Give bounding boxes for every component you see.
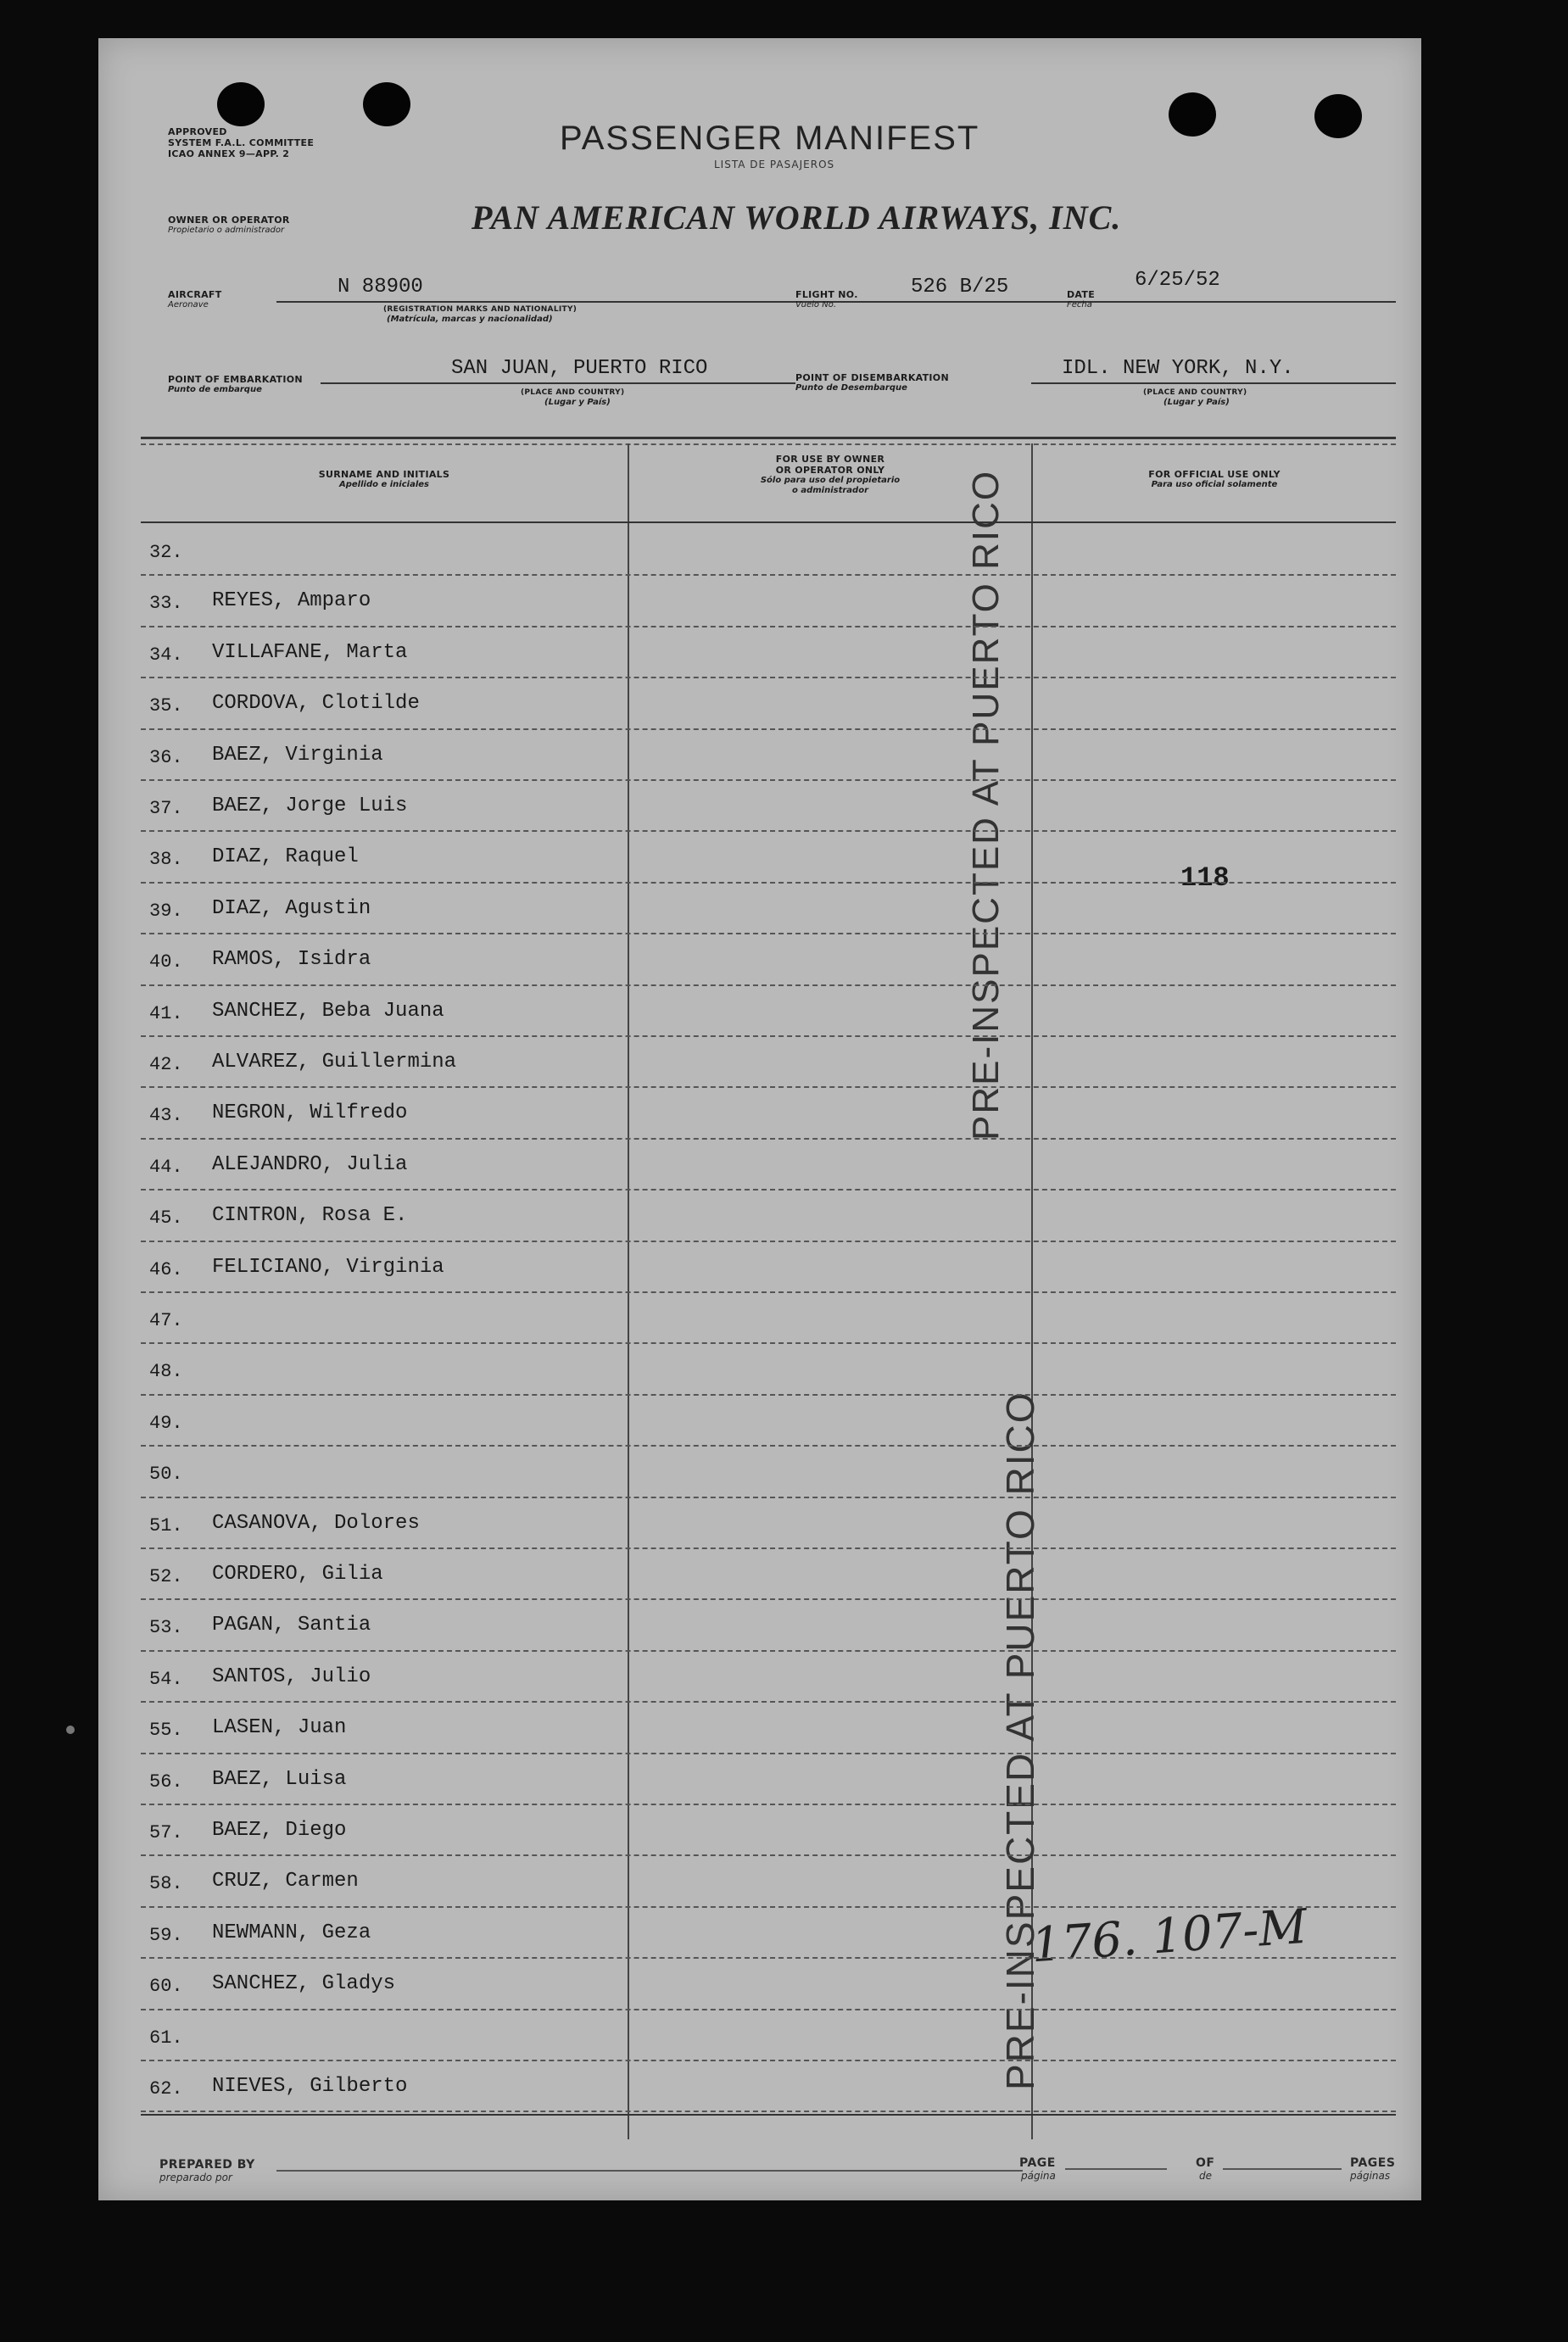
row-rule bbox=[141, 1035, 1396, 1037]
row-rule bbox=[141, 830, 1396, 832]
page-subtitle: LISTA DE PASAJEROS bbox=[714, 159, 835, 170]
row-rule bbox=[141, 1650, 1396, 1652]
pre-inspected-stamp-1: PRE-INSPECTED AT PUERTO RICO bbox=[965, 469, 1007, 1140]
table-top-rule bbox=[141, 437, 1396, 439]
embark-label-es: Punto de embarque bbox=[168, 385, 262, 394]
manifest-sheet bbox=[98, 38, 1421, 2200]
embark-underline bbox=[321, 382, 795, 384]
passenger-name: RAMOS, Isidra bbox=[212, 948, 371, 972]
disembark-label-es: Punto de Desembarque bbox=[795, 383, 907, 393]
registration-note-es: (Matrícula, marcas y nacionalidad) bbox=[387, 315, 553, 324]
passenger-name: NIEVES, Gilberto bbox=[212, 2075, 408, 2098]
passenger-name: REYES, Amparo bbox=[212, 589, 371, 613]
row-number: 40. bbox=[149, 951, 183, 973]
pages-label-es: páginas bbox=[1350, 2170, 1391, 2182]
page-title: PASSENGER MANIFEST bbox=[560, 120, 980, 157]
margin-mark bbox=[66, 1726, 75, 1734]
date-underline bbox=[1108, 301, 1396, 303]
prepared-label: PREPARED BY bbox=[159, 2158, 255, 2172]
row-number: 38. bbox=[149, 849, 183, 871]
place-note-disembark: (PLACE AND COUNTRY) bbox=[1143, 388, 1247, 397]
row-number: 39. bbox=[149, 900, 183, 922]
page-label: PAGE bbox=[1019, 2156, 1056, 2170]
row-number: 56. bbox=[149, 1770, 183, 1793]
row-rule bbox=[141, 1547, 1396, 1549]
table-top-rule-2 bbox=[141, 443, 1396, 445]
passenger-name: CORDOVA, Clotilde bbox=[212, 692, 420, 716]
handwritten-note: 176. 107-M bbox=[1030, 1899, 1309, 1974]
header-bottom-rule bbox=[141, 521, 1396, 523]
row-rule bbox=[141, 779, 1396, 781]
row-number: 54. bbox=[149, 1668, 183, 1690]
owner-head-es: Sólo para uso del propietario bbox=[760, 476, 901, 485]
disembark-underline bbox=[1031, 382, 1396, 384]
row-rule bbox=[141, 1906, 1396, 1908]
row-rule bbox=[141, 1957, 1396, 1959]
owner-head-es: o administrador bbox=[791, 486, 869, 495]
aircraft-value: N 88900 bbox=[338, 276, 423, 298]
aircraft-underline bbox=[276, 301, 882, 303]
row-rule bbox=[141, 1241, 1396, 1242]
row-rule bbox=[141, 1497, 1396, 1498]
embark-value: SAN JUAN, PUERTO RICO bbox=[451, 357, 708, 380]
punch-hole-left-1 bbox=[217, 82, 265, 126]
page-underline bbox=[1065, 2168, 1167, 2170]
row-rule bbox=[141, 984, 1396, 986]
approved-line: APPROVED bbox=[168, 126, 227, 137]
row-number: 41. bbox=[149, 1002, 183, 1024]
row-rule bbox=[141, 1086, 1396, 1088]
flight-label: FLIGHT NO. bbox=[795, 289, 858, 300]
row-rule bbox=[141, 1701, 1396, 1703]
prepared-label-es: preparado por bbox=[159, 2172, 232, 2183]
row-rule bbox=[141, 1342, 1396, 1344]
owner-label-es: Propietario o administrador bbox=[168, 226, 285, 235]
row-number: 59. bbox=[149, 1924, 183, 1946]
passenger-name: VILLAFANE, Marta bbox=[212, 640, 408, 664]
page-label-es: página bbox=[1021, 2170, 1056, 2182]
passenger-name: PAGAN, Santia bbox=[212, 1614, 371, 1637]
aircraft-label-es: Aeronave bbox=[168, 300, 209, 309]
of-label-es: de bbox=[1199, 2170, 1212, 2182]
row-number: 47. bbox=[149, 1310, 183, 1331]
row-number: 35. bbox=[149, 695, 183, 717]
passenger-name: SANCHEZ, Gladys bbox=[212, 1972, 396, 1996]
passenger-name: DIAZ, Agustin bbox=[212, 896, 371, 920]
disembark-label: POINT OF DISEMBARKATION bbox=[795, 372, 949, 383]
approved-line: SYSTEM F.A.L. COMMITTEE bbox=[168, 137, 315, 148]
row-number: 48. bbox=[149, 1361, 183, 1383]
passenger-name: FELICIANO, Virginia bbox=[212, 1255, 444, 1279]
row-number: 55. bbox=[149, 1720, 183, 1742]
place-note-embark: (PLACE AND COUNTRY) bbox=[521, 388, 625, 397]
passenger-name: BAEZ, Jorge Luis bbox=[212, 795, 408, 817]
date-label: DATE bbox=[1067, 289, 1096, 300]
flight-value: 526 B/25 bbox=[911, 276, 1009, 298]
place-note-embark-es: (Lugar y País) bbox=[544, 398, 611, 407]
passenger-name: BAEZ, Virginia bbox=[212, 743, 383, 767]
passenger-name: BAEZ, Diego bbox=[212, 1819, 347, 1842]
official-head-es: Para uso oficial solamente bbox=[1151, 480, 1278, 489]
embark-label: POINT OF EMBARKATION bbox=[168, 374, 303, 385]
punch-hole-right-2 bbox=[1314, 94, 1362, 138]
name-head: SURNAME AND INITIALS bbox=[318, 469, 450, 480]
place-note-disembark-es: (Lugar y País) bbox=[1163, 398, 1230, 407]
punch-hole-right-1 bbox=[1169, 92, 1216, 137]
passenger-name: CINTRON, Rosa E. bbox=[212, 1204, 408, 1228]
row-number: 50. bbox=[149, 1464, 183, 1486]
name-head-es: Apellido e iniciales bbox=[339, 480, 429, 489]
footer-rule bbox=[141, 2114, 1396, 2116]
row-number: 51. bbox=[149, 1514, 183, 1536]
pages-label: PAGES bbox=[1350, 2156, 1396, 2170]
date-label-es: Fecha bbox=[1067, 300, 1092, 309]
row-number: 44. bbox=[149, 1156, 183, 1178]
passenger-name: CORDERO, Gilia bbox=[212, 1563, 383, 1586]
row-number: 33. bbox=[149, 593, 183, 615]
passenger-name: NEWMANN, Geza bbox=[212, 1921, 371, 1944]
row-rule bbox=[141, 933, 1396, 934]
official-number: 118 bbox=[1180, 862, 1230, 894]
row-number: 32. bbox=[149, 542, 183, 563]
of-underline bbox=[1223, 2168, 1342, 2170]
prepared-underline bbox=[276, 2170, 1023, 2172]
row-rule bbox=[141, 1189, 1396, 1191]
passenger-name: ALVAREZ, Guillermina bbox=[212, 1051, 457, 1073]
disembark-value: IDL. NEW YORK, N.Y. bbox=[1062, 357, 1294, 380]
of-label: OF bbox=[1196, 2156, 1215, 2170]
row-rule bbox=[141, 574, 1396, 576]
approved-block bbox=[168, 126, 314, 159]
row-number: 43. bbox=[149, 1105, 183, 1127]
row-number: 62. bbox=[149, 2078, 183, 2099]
passenger-name: SANCHEZ, Beba Juana bbox=[212, 999, 444, 1023]
row-rule bbox=[141, 2111, 1396, 2112]
official-head: FOR OFFICIAL USE ONLY bbox=[1148, 469, 1281, 480]
row-number: 57. bbox=[149, 1822, 183, 1843]
row-number: 42. bbox=[149, 1054, 183, 1075]
pre-inspected-stamp-2: PRE-INSPECTED AT PUERTO RICO bbox=[998, 1391, 1042, 2090]
row-rule bbox=[141, 1138, 1396, 1140]
row-rule bbox=[141, 1854, 1396, 1856]
row-number: 61. bbox=[149, 2027, 183, 2049]
row-rule bbox=[141, 728, 1396, 730]
passenger-name: CRUZ, Carmen bbox=[212, 1870, 359, 1893]
row-rule bbox=[141, 677, 1396, 678]
row-number: 46. bbox=[149, 1258, 183, 1280]
passenger-name: NEGRON, Wilfredo bbox=[212, 1101, 408, 1125]
owner-head: OR OPERATOR ONLY bbox=[775, 465, 885, 476]
row-rule bbox=[141, 2009, 1396, 2010]
row-rule bbox=[141, 1394, 1396, 1396]
official-column-header bbox=[1033, 469, 1396, 490]
flight-label-es: Vuelo No. bbox=[795, 300, 837, 309]
passenger-name: ALEJANDRO, Julia bbox=[212, 1152, 408, 1176]
row-rule bbox=[141, 626, 1396, 627]
registration-note: (REGISTRATION MARKS AND NATIONALITY) bbox=[383, 305, 578, 314]
row-rule bbox=[141, 1804, 1396, 1805]
date-value: 6/25/52 bbox=[1135, 269, 1220, 292]
passenger-name: BAEZ, Luisa bbox=[212, 1767, 347, 1791]
row-rule bbox=[141, 1598, 1396, 1600]
row-number: 52. bbox=[149, 1566, 183, 1587]
punch-hole-left-2 bbox=[363, 82, 410, 126]
row-number: 36. bbox=[149, 746, 183, 768]
passenger-name: CASANOVA, Dolores bbox=[212, 1511, 420, 1535]
approved-line: ICAO ANNEX 9—APP. 2 bbox=[168, 148, 290, 159]
owner-label: OWNER OR OPERATOR bbox=[168, 215, 290, 226]
row-rule bbox=[141, 882, 1396, 884]
passenger-name: DIAZ, Raquel bbox=[212, 845, 359, 869]
aircraft-label: AIRCRAFT bbox=[168, 289, 222, 300]
owner-head: FOR USE BY OWNER bbox=[775, 454, 885, 465]
row-rule bbox=[141, 1445, 1396, 1447]
name-column-header bbox=[141, 469, 628, 490]
row-number: 34. bbox=[149, 644, 183, 666]
row-rule bbox=[141, 2060, 1396, 2061]
row-number: 37. bbox=[149, 798, 183, 819]
passenger-name: LASEN, Juan bbox=[212, 1716, 347, 1740]
row-number: 58. bbox=[149, 1873, 183, 1895]
row-number: 49. bbox=[149, 1412, 183, 1434]
company-name: PAN AMERICAN WORLD AIRWAYS, INC. bbox=[472, 198, 1122, 237]
row-rule bbox=[141, 1291, 1396, 1293]
row-number: 45. bbox=[149, 1207, 183, 1230]
row-number: 60. bbox=[149, 1976, 183, 1998]
row-number: 53. bbox=[149, 1617, 183, 1639]
passenger-name: SANTOS, Julio bbox=[212, 1664, 371, 1688]
row-rule bbox=[141, 1753, 1396, 1754]
